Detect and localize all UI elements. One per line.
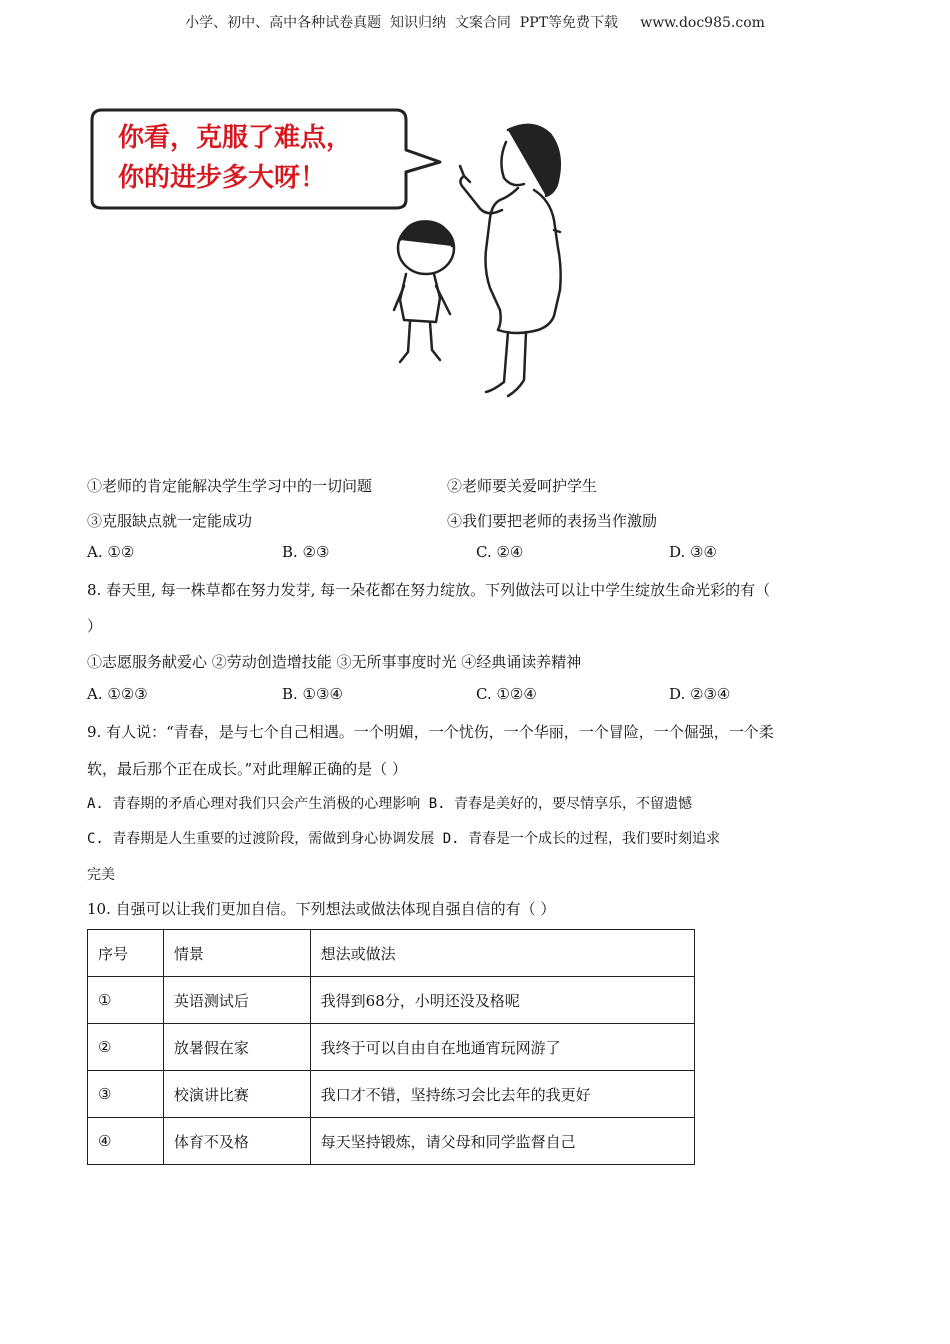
- q7-statement-4: ④我们要把老师的表扬当作激励: [447, 512, 658, 530]
- q9-options-line-1: A. 青春期的矛盾心理对我们只会产生消极的心理影响 B. 青春是美好的，要尽情享乐，不留遗憾: [87, 796, 692, 812]
- q9-stem-line-2: 软，最后那个正在成长。”对此理解正确的是（ ）: [87, 760, 407, 778]
- header-cell: 想法或做法: [310, 930, 694, 977]
- q8-option-b: B. ①③④: [282, 685, 343, 703]
- table-cell: 体育不及格: [163, 1118, 310, 1165]
- q10-table: [87, 929, 695, 1165]
- q8-option-a: A. ①②③: [87, 685, 148, 703]
- table-cell: ②: [88, 1024, 164, 1071]
- table-cell: 我终于可以自由自在地通宵玩网游了: [310, 1024, 694, 1071]
- bubble-line-1: 你看，克服了难点，: [118, 123, 353, 153]
- q8-option-c: C. ①②④: [476, 685, 537, 703]
- child-figure: [394, 221, 454, 362]
- q8-statements: ①志愿服务献爱心 ②劳动创造增技能 ③无所事事度时光 ④经典诵读养精神: [87, 653, 582, 671]
- q7-option-a: A. ①②: [87, 543, 135, 561]
- bubble-line-2: 你的进步多大呀！: [118, 163, 327, 193]
- teacher-figure: [460, 125, 561, 396]
- q10-stem: 10. 自强可以让我们更加自信。下列想法或做法体现自强自信的有（ ）: [87, 900, 556, 918]
- table-cell: ④: [88, 1118, 164, 1165]
- table-header-row: [88, 930, 695, 977]
- q7-option-c: C. ②④: [476, 543, 524, 561]
- table-row: [88, 1024, 695, 1071]
- table-row: [88, 1071, 695, 1118]
- table-cell: 我口才不错，坚持练习会比去年的我更好: [310, 1071, 694, 1118]
- q9-stem-line-1: 9. 有人说：“青春，是与七个自己相遇。一个明媚，一个忧伤，一个华丽，一个冒险，一个倔强，一个柔: [87, 723, 774, 741]
- q8-stem-line-1: 8. 春天里, 每一株草都在努力发芽, 每一朵花都在努力绽放。下列做法可以让中学生绽放生命光彩的有（: [87, 581, 771, 599]
- q7-statement-2: ②老师要关爱呵护学生: [447, 477, 598, 495]
- table-cell: 校演讲比赛: [163, 1071, 310, 1118]
- table-cell: 每天坚持锻炼，请父母和同学监督自己: [310, 1118, 694, 1165]
- q7-option-b: B. ②③: [282, 543, 330, 561]
- q8-stem-line-2: ）: [87, 617, 103, 635]
- table-cell: ①: [88, 977, 164, 1024]
- q7-statement-3: ③克服缺点就一定能成功: [87, 512, 253, 530]
- q7-option-d: D. ③④: [669, 543, 717, 561]
- table-row: [88, 1118, 695, 1165]
- q7-statement-1: ①老师的肯定能解决学生学习中的一切问题: [87, 477, 373, 495]
- table-cell: ③: [88, 1071, 164, 1118]
- table-cell: 放暑假在家: [163, 1024, 310, 1071]
- speech-bubble-text: [118, 118, 398, 198]
- header-cell: 情景: [163, 930, 310, 977]
- table-cell: 我得到68分，小明还没及格呢: [310, 977, 694, 1024]
- table-cell: 英语测试后: [163, 977, 310, 1024]
- q8-option-d: D. ②③④: [669, 685, 731, 703]
- header-cell: 序号: [88, 930, 164, 977]
- q9-options-line-3: 完美: [87, 867, 115, 883]
- page-header: 小学、初中、高中各种试卷真题 知识归纳 文案合同 PPT等免费下载 www.doc985.com: [185, 15, 765, 31]
- table-row: [88, 977, 695, 1024]
- q9-options-line-2: C. 青春期是人生重要的过渡阶段，需做到身心协调发展 D. 青春是一个成长的过程，我们要时刻追求: [87, 831, 720, 847]
